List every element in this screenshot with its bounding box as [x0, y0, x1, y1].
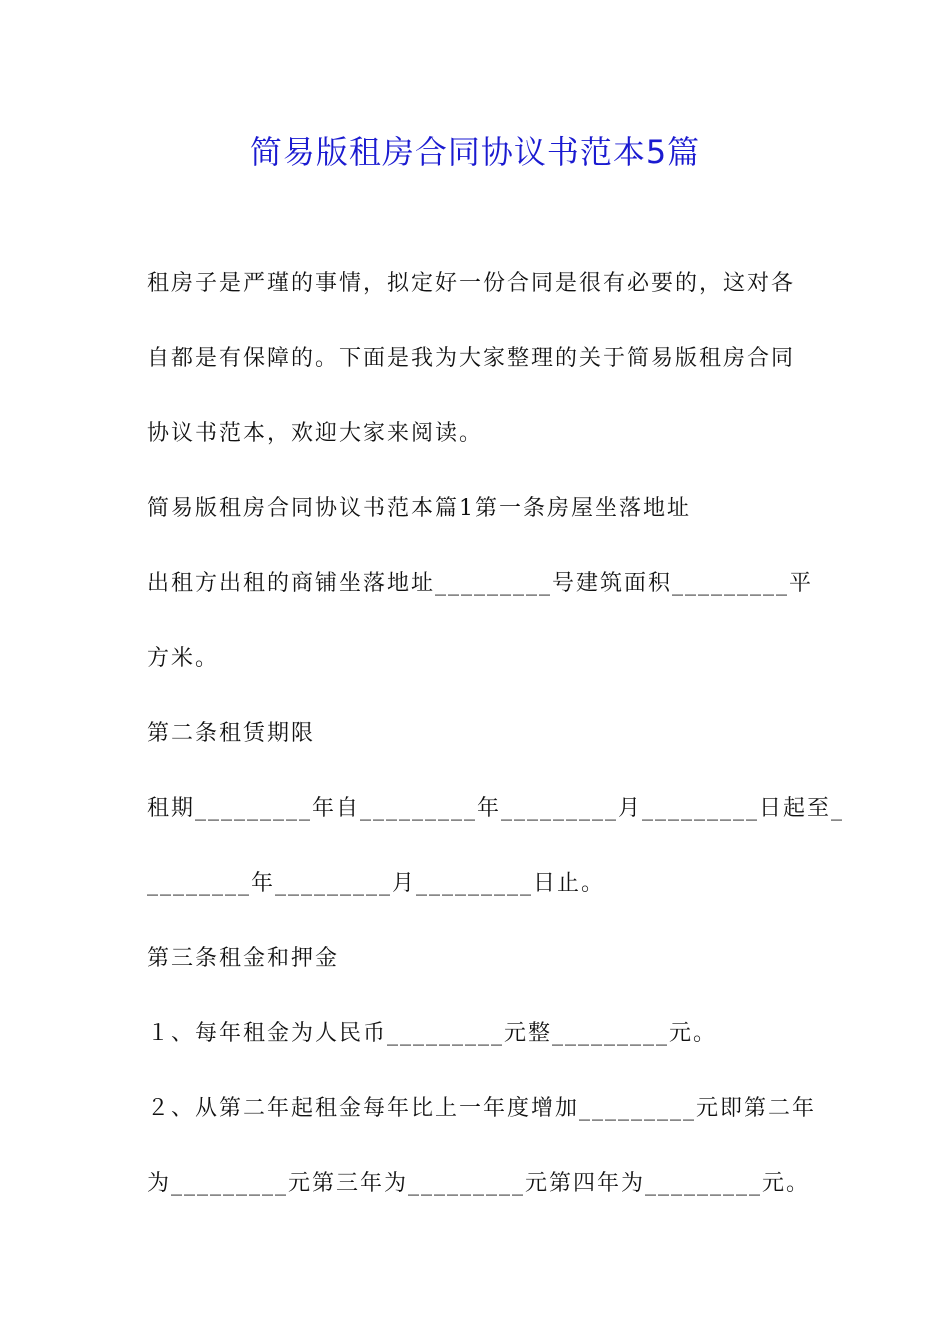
clause-line-area: 方米。: [147, 646, 220, 671]
intro-line-2: 自都是有保障的。下面是我为大家整理的关于简易版租房合同: [147, 346, 796, 371]
document-title: 简易版租房合同协议书范本5篇: [249, 133, 701, 171]
section-heading-2: 第二条租赁期限: [147, 721, 316, 746]
clause-line-rent-2: ２、从第二年起租金每年比上一年度增加_________元即第二年: [147, 1096, 817, 1121]
clause-line-address: 出租方出租的商铺坐落地址_________号建筑面积_________平: [147, 571, 814, 596]
clause-line-term-1: 租期_________年自_________年_________月_________日起至_: [147, 796, 845, 821]
section-heading-1: 简易版租房合同协议书范本篇1第一条房屋坐落地址: [147, 496, 691, 521]
clause-line-rent-3: 为_________元第三年为_________元第四年为_________元。: [147, 1171, 811, 1196]
section-heading-3: 第三条租金和押金: [147, 946, 340, 971]
intro-line-1: 租房子是严瑾的事情，拟定好一份合同是很有必要的，这对各: [147, 271, 796, 296]
clause-line-term-2: ________年_________月_________日止。: [147, 871, 606, 896]
clause-line-rent-1: １、每年租金为人民币_________元整_________元。: [147, 1021, 718, 1046]
intro-line-3: 协议书范本，欢迎大家来阅读。: [147, 421, 484, 446]
